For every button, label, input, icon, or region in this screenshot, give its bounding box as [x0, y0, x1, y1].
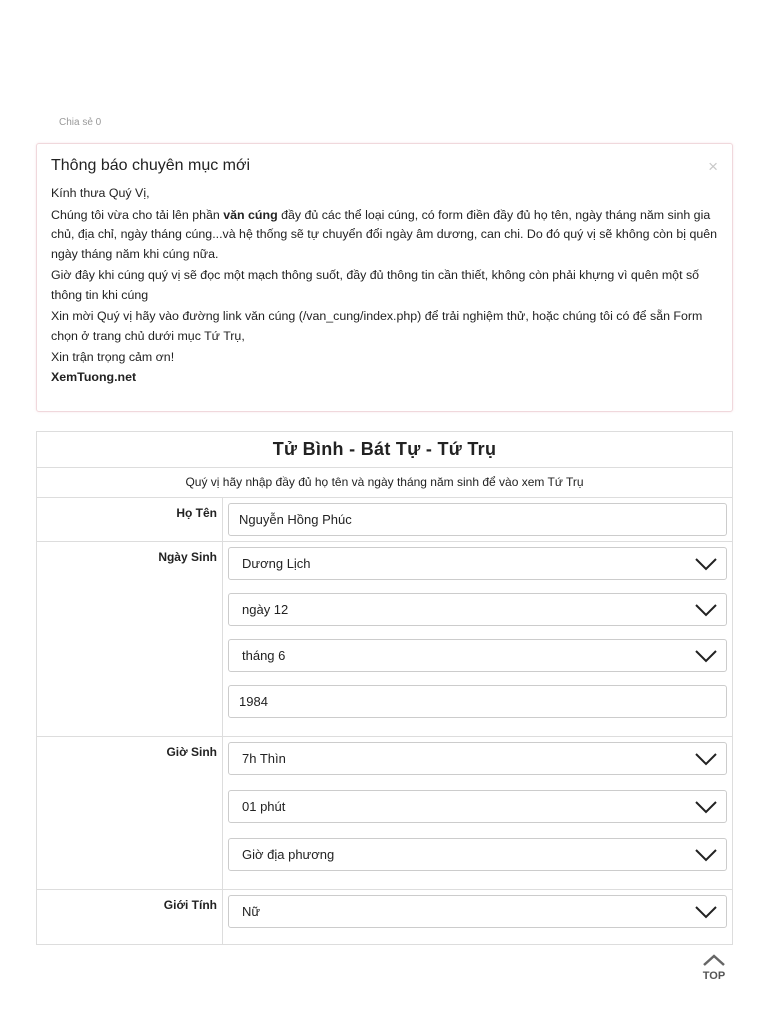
calendar-select[interactable]: [228, 547, 727, 580]
chevron-down-icon: [695, 603, 717, 617]
chevron-up-icon: [702, 953, 726, 967]
back-to-top-button[interactable]: [700, 953, 728, 983]
minute-select[interactable]: [228, 790, 727, 823]
form-title: Tử Bình - Bát Tự - Tứ Trụ: [37, 432, 732, 468]
share-count[interactable]: Chia sẻ 0: [59, 117, 102, 128]
month-select[interactable]: [228, 639, 727, 672]
chevron-down-icon: [695, 649, 717, 663]
gender-label: Giới Tính: [37, 890, 223, 944]
notice-title: Thông báo chuyên mục mới: [51, 157, 251, 174]
row-name: [37, 498, 732, 542]
tu-tru-form: [36, 431, 733, 945]
day-select-value: ngày 12: [242, 602, 289, 617]
timezone-select-value: Giờ địa phương: [242, 847, 335, 862]
notice-paragraph-2: Giờ đây khi cúng quý vị sẽ đọc một mạch thông suốt, đầy đủ thông tin cần thiết, không còn phải khựng vì quên một số thông tin khi cúng: [51, 268, 700, 302]
gender-select[interactable]: [228, 895, 727, 928]
notice-signature: XemTuong.net: [51, 369, 137, 384]
chevron-down-icon: [695, 752, 717, 766]
notice-greeting: Kính thưa Quý Vị,: [51, 186, 150, 200]
chevron-down-icon: [695, 800, 717, 814]
notice-p1-rest: đầy đủ các thể loại cúng, có form điền đầy đủ họ tên, ngày tháng năm sinh gia chủ, địa chỉ, ngày tháng cúng...và hệ thống sẽ tự chuyển đổi ngày âm dương, can chi. Do đó quý vị sẽ không còn bị quên ngày tháng năm khi cúng nữa.: [51, 207, 718, 261]
minute-select-value: 01 phút: [242, 799, 286, 814]
notice-paragraph-3: Xin mời Quý vị hãy vào đường link văn cúng (/van_cung/index.php) để trải nghiệm thử, hoặc chúng tôi có để sẵn Form chọn ở trang chủ dưới mục Tứ Trụ,: [51, 309, 703, 343]
hour-select[interactable]: [228, 742, 727, 775]
row-time: [37, 737, 732, 890]
chevron-down-icon: [695, 557, 717, 571]
day-select[interactable]: [228, 593, 727, 626]
chevron-down-icon: [695, 905, 717, 919]
notice-thanks: Xin trận trọng cảm ơn!: [51, 350, 175, 364]
back-to-top-label: TOP: [702, 970, 726, 982]
notice-p1-bold: văn cúng: [223, 207, 278, 222]
row-birth: [37, 542, 732, 737]
calendar-select-value: Dương Lịch: [242, 556, 311, 571]
notice-box: [36, 143, 733, 412]
chevron-down-icon: [695, 848, 717, 862]
row-gender: [37, 890, 732, 944]
time-label: Giờ Sinh: [37, 737, 223, 889]
name-label: Họ Tên: [37, 498, 223, 541]
birth-label: Ngày Sinh: [37, 542, 223, 736]
notice-paragraph-1: [51, 206, 718, 265]
timezone-select[interactable]: [228, 838, 727, 871]
hour-select-value: 7h Thìn: [242, 751, 286, 766]
gender-select-value: Nữ: [242, 904, 261, 919]
notice-p1-text: Chúng tôi vừa cho tải lên phần: [51, 207, 224, 222]
form-subtitle: Quý vị hãy nhập đầy đủ họ tên và ngày tháng năm sinh để vào xem Tứ Trụ: [37, 468, 732, 498]
month-select-value: tháng 6: [242, 648, 286, 663]
name-input[interactable]: Nguyễn Hồng Phúc: [228, 503, 727, 536]
year-input[interactable]: 1984: [228, 685, 727, 718]
close-icon[interactable]: ×: [708, 157, 718, 176]
